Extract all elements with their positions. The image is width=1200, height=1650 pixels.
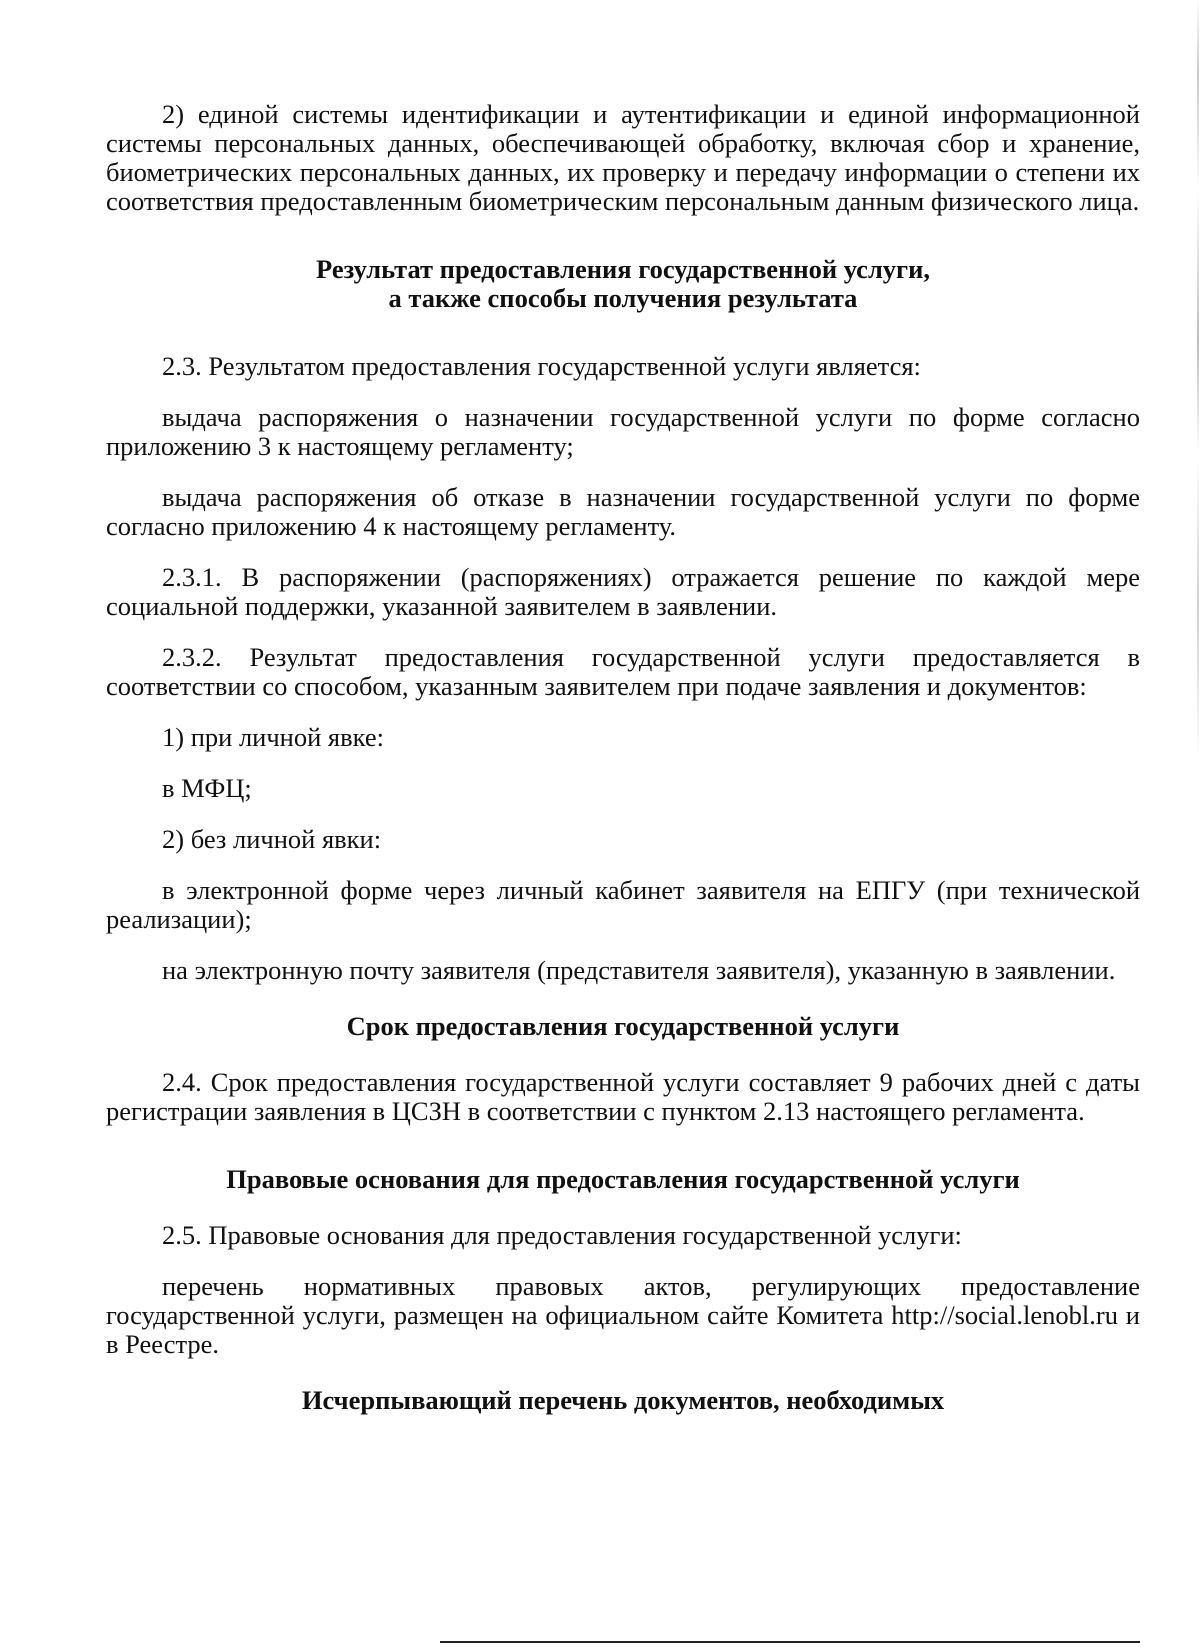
heading-term: Срок предоставления государственной услуги	[346, 1011, 900, 1041]
document-body	[106, 100, 1140, 1415]
paragraph-personal-visit: 1) при личной явке:	[162, 722, 384, 752]
paragraph-issue-assignment: выдача распоряжения о назначении государственной услуги по форме согласно приложению 3 к настоящему регламенту;	[106, 402, 1140, 461]
paragraph-no-personal-visit: 2) без личной явки:	[162, 824, 382, 854]
paragraph-email: на электронную почту заявителя (представителя заявителя), указанную в заявлении.	[162, 955, 1116, 985]
paragraph-2-4: 2.4. Срок предоставления государственной услуги составляет 9 рабочих дней с даты регистрации заявления в ЦСЗН в соответствии с пунктом 2.13 настоящего регламента.	[106, 1067, 1140, 1126]
paragraph-issue-refusal: выдача распоряжения об отказе в назначении государственной услуги по форме согласно приложению 4 к настоящему регламенту.	[106, 482, 1140, 541]
heading-result-line2: а также способы получения результата	[388, 283, 858, 313]
paragraph-2-3-2: 2.3.2. Результат предоставления государственной услуги предоставляется в соответствии со способом, указанным заявителем при подаче заявления и документов:	[106, 642, 1140, 701]
paragraph-epgu: в электронной форме через личный кабинет заявителя на ЕПГУ (при технической реализации);	[106, 875, 1140, 934]
paragraph-legal-list: перечень нормативных правовых актов, регулирующих предоставление государственной услуги, размещен на официальном сайте Комитета http://social.lenobl.ru и в Реестре.	[106, 1271, 1140, 1359]
heading-result	[106, 255, 1140, 313]
scan-bottom-line	[440, 1641, 1140, 1643]
scan-edge-artifact	[1197, 0, 1199, 760]
paragraph-biometric-system: 2) единой системы идентификации и аутентификации и единой информационной системы персональных данных, обеспечивающей обработку, включая сбор и хранение, биометрических персональных данных, их проверку и передачу информации о степени их соответствия предоставленным биометрическим персональным данным физического лица.	[106, 99, 1140, 216]
paragraph-mfc: в МФЦ;	[162, 773, 252, 803]
heading-result-line1: Результат предоставления государственной услуги,	[315, 254, 930, 284]
paragraph-2-3: 2.3. Результатом предоставления государственной услуги является:	[162, 351, 921, 381]
heading-legal-basis: Правовые основания для предоставления государственной услуги	[226, 1164, 1020, 1194]
paragraph-2-3-1: 2.3.1. В распоряжении (распоряжениях) отражается решение по каждой мере социальной поддержки, указанной заявителем в заявлении.	[106, 562, 1140, 621]
heading-documents: Исчерпывающий перечень документов, необходимых	[301, 1385, 945, 1415]
paragraph-2-5: 2.5. Правовые основания для предоставления государственной услуги:	[162, 1220, 962, 1250]
